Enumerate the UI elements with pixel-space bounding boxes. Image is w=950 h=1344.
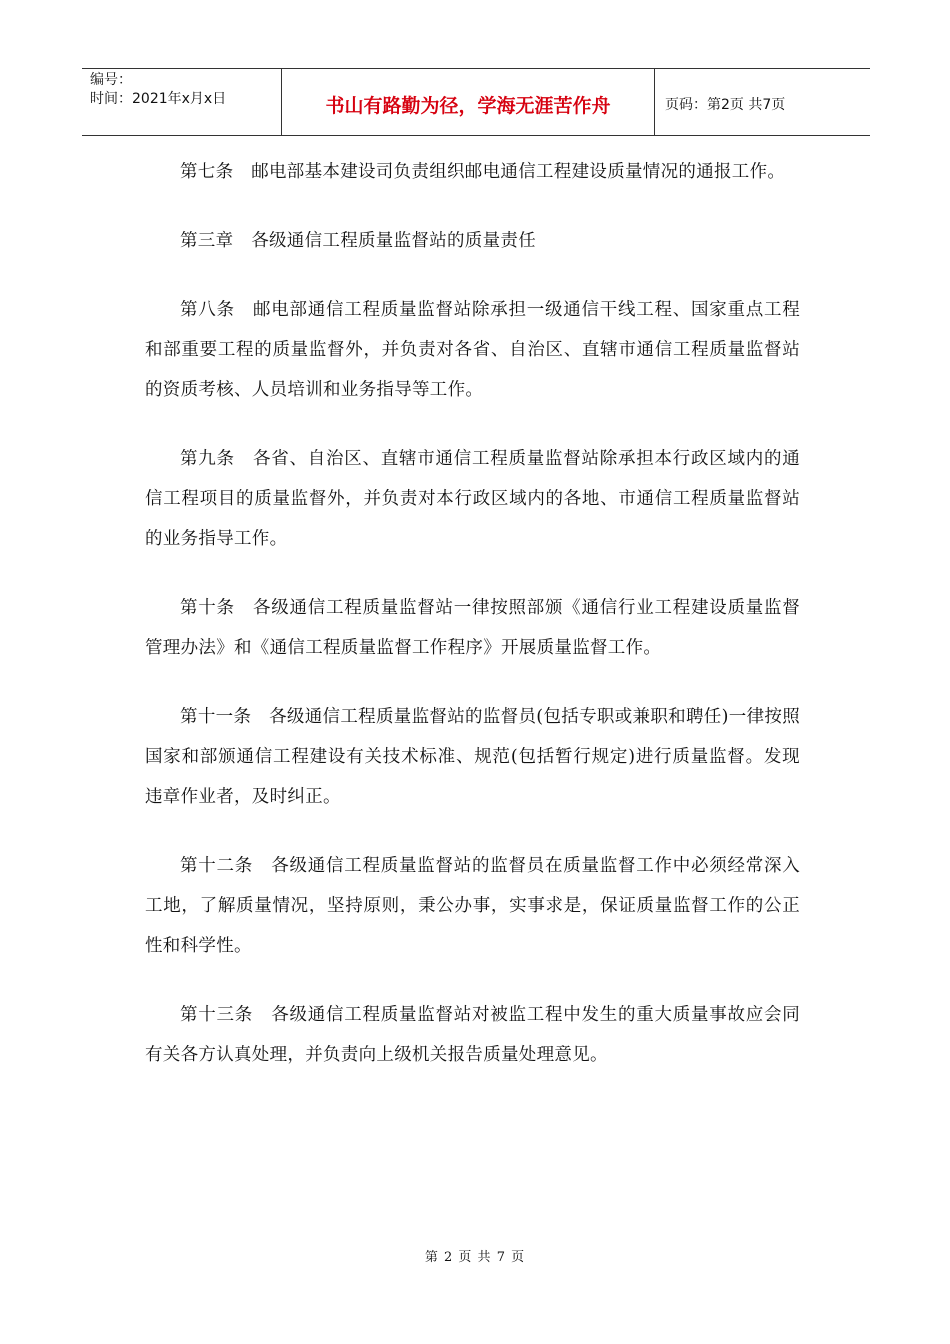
- document-body: [145, 152, 800, 1104]
- time-label: 时间：2021年x月x日: [90, 91, 227, 107]
- header-page-info: 页码：第2页 共7页: [665, 97, 786, 113]
- number-label: 编号：: [90, 72, 132, 88]
- article-10: 第十条 各级通信工程质量监督站一律按照部颁《通信行业工程建设质量监督管理办法》和《通信工程质量监督工作程序》开展质量监督工作。: [145, 598, 800, 658]
- article-8: 第八条 邮电部通信工程质量监督站除承担一级通信干线工程、国家重点工程和部重要工程的质量监督外，并负责对各省、自治区、直辖市通信工程质量监督站的资质考核、人员培训和业务指导等工作。: [145, 300, 800, 400]
- article-9: 第九条 各省、自治区、直辖市通信工程质量监督站除承担本行政区域内的通信工程项目的质量监督外，并负责对本行政区域内的各地、市通信工程质量监督站的业务指导工作。: [145, 449, 800, 549]
- article-7: 第七条 邮电部基本建设司负责组织邮电通信工程建设质量情况的通报工作。: [180, 162, 786, 182]
- document-header: [82, 68, 870, 136]
- page-footer: 第 2 页 共 7 页: [424, 1250, 526, 1265]
- header-meta: [82, 69, 282, 135]
- article-13: 第十三条 各级通信工程质量监督站对被监工程中发生的重大质量事故应会同有关各方认真处理，并负责向上级机关报告质量处理意见。: [145, 1005, 800, 1065]
- article-12: 第十二条 各级通信工程质量监督站的监督员在质量监督工作中必须经常深入工地，了解质量情况，坚持原则，秉公办事，实事求是，保证质量监督工作的公正性和科学性。: [145, 856, 800, 956]
- header-motto: 书山有路勤为径，学海无涯苦作舟: [282, 69, 655, 135]
- chapter-3-heading: 第三章 各级通信工程质量监督站的质量责任: [180, 231, 536, 251]
- article-11: 第十一条 各级通信工程质量监督站的监督员(包括专职或兼职和聘任)一律按照国家和部颁通信工程建设有关技术标准、规范(包括暂行规定)进行质量监督。发现违章作业者，及时纠正。: [145, 707, 800, 807]
